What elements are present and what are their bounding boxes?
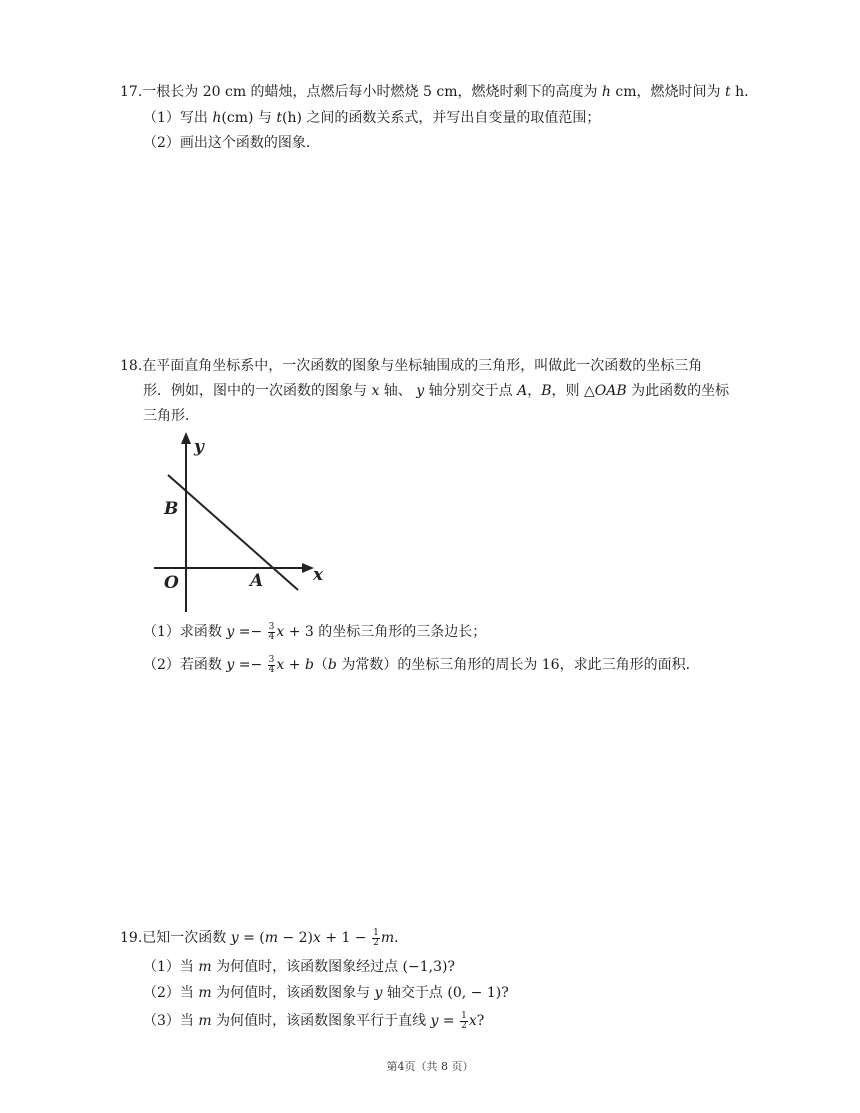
axis-label-y: y xyxy=(194,437,204,457)
fraction: $\frac{3}{4}$ xyxy=(268,654,275,675)
coordinate-triangle-figure xyxy=(140,430,340,615)
point-label-O: O xyxy=(164,573,179,593)
function-line xyxy=(168,475,298,590)
q18-stem-line3: 三角形． xyxy=(143,408,199,424)
page-footer: 第4页（共 8 页） xyxy=(386,1060,474,1073)
point-label-A: A xyxy=(250,571,264,591)
q17-part1: （1）写出 h(cm) 与 t(h) 之间的函数关系式，并写出自变量的取值范围； xyxy=(143,110,601,126)
fraction: $\frac{1}{2}$ xyxy=(461,1010,467,1031)
q19-number: 19. xyxy=(120,930,143,946)
q19-part1: （1）当 m 为何值时，该函数图象经过点 (−1,3)? xyxy=(143,959,455,975)
axis-label-x: x xyxy=(313,565,324,585)
fraction: $\frac{3}{4}$ xyxy=(268,621,275,642)
q18-part2: （2）若函数 y =− $\frac{3}{4}$ x + b（b 为常数）的坐标三角形的周长为 16，求此三角形的面积． xyxy=(143,654,700,675)
q17-stem: 17.一根长为 20 cm 的蜡烛，点燃后每小时燃烧 5 cm，燃烧时剩下的高度为 h cm，燃烧时间为 t h． xyxy=(120,84,759,100)
q18-part1: （1）求函数 y =− $\frac{3}{4}$ x + 3 的坐标三角形的三条边长； xyxy=(143,621,487,642)
q18-stem-line2: 形．例如，图中的一次函数的图象与 x 轴、 y 轴分别交于点 A，B，则 △OAB 为此函数的坐标 xyxy=(143,383,730,399)
q19-part3: （3）当 m 为何值时，该函数图象平行于直线 y = $\frac{1}{2}$ x? xyxy=(143,1010,485,1031)
q19-part2: （2）当 m 为何值时，该函数图象与 y 轴交于点 (0, − 1)? xyxy=(143,985,509,1001)
q18-number: 18. xyxy=(120,358,143,374)
q17-number: 17. xyxy=(120,84,143,100)
q19-stem: 19.已知一次函数 y = (m − 2)x + 1 − $\frac{1}{2}$ m． xyxy=(120,927,409,948)
y-axis-arrow xyxy=(181,432,191,444)
point-label-B: B xyxy=(164,499,179,519)
q18-stem-line1: 18.在平面直角坐标系中，一次函数的图象与坐标轴围成的三角形，叫做此一次函数的坐标三角 xyxy=(120,358,703,374)
q17-part2: （2）画出这个函数的图象． xyxy=(143,135,320,151)
fraction: $\frac{1}{2}$ xyxy=(373,927,379,948)
